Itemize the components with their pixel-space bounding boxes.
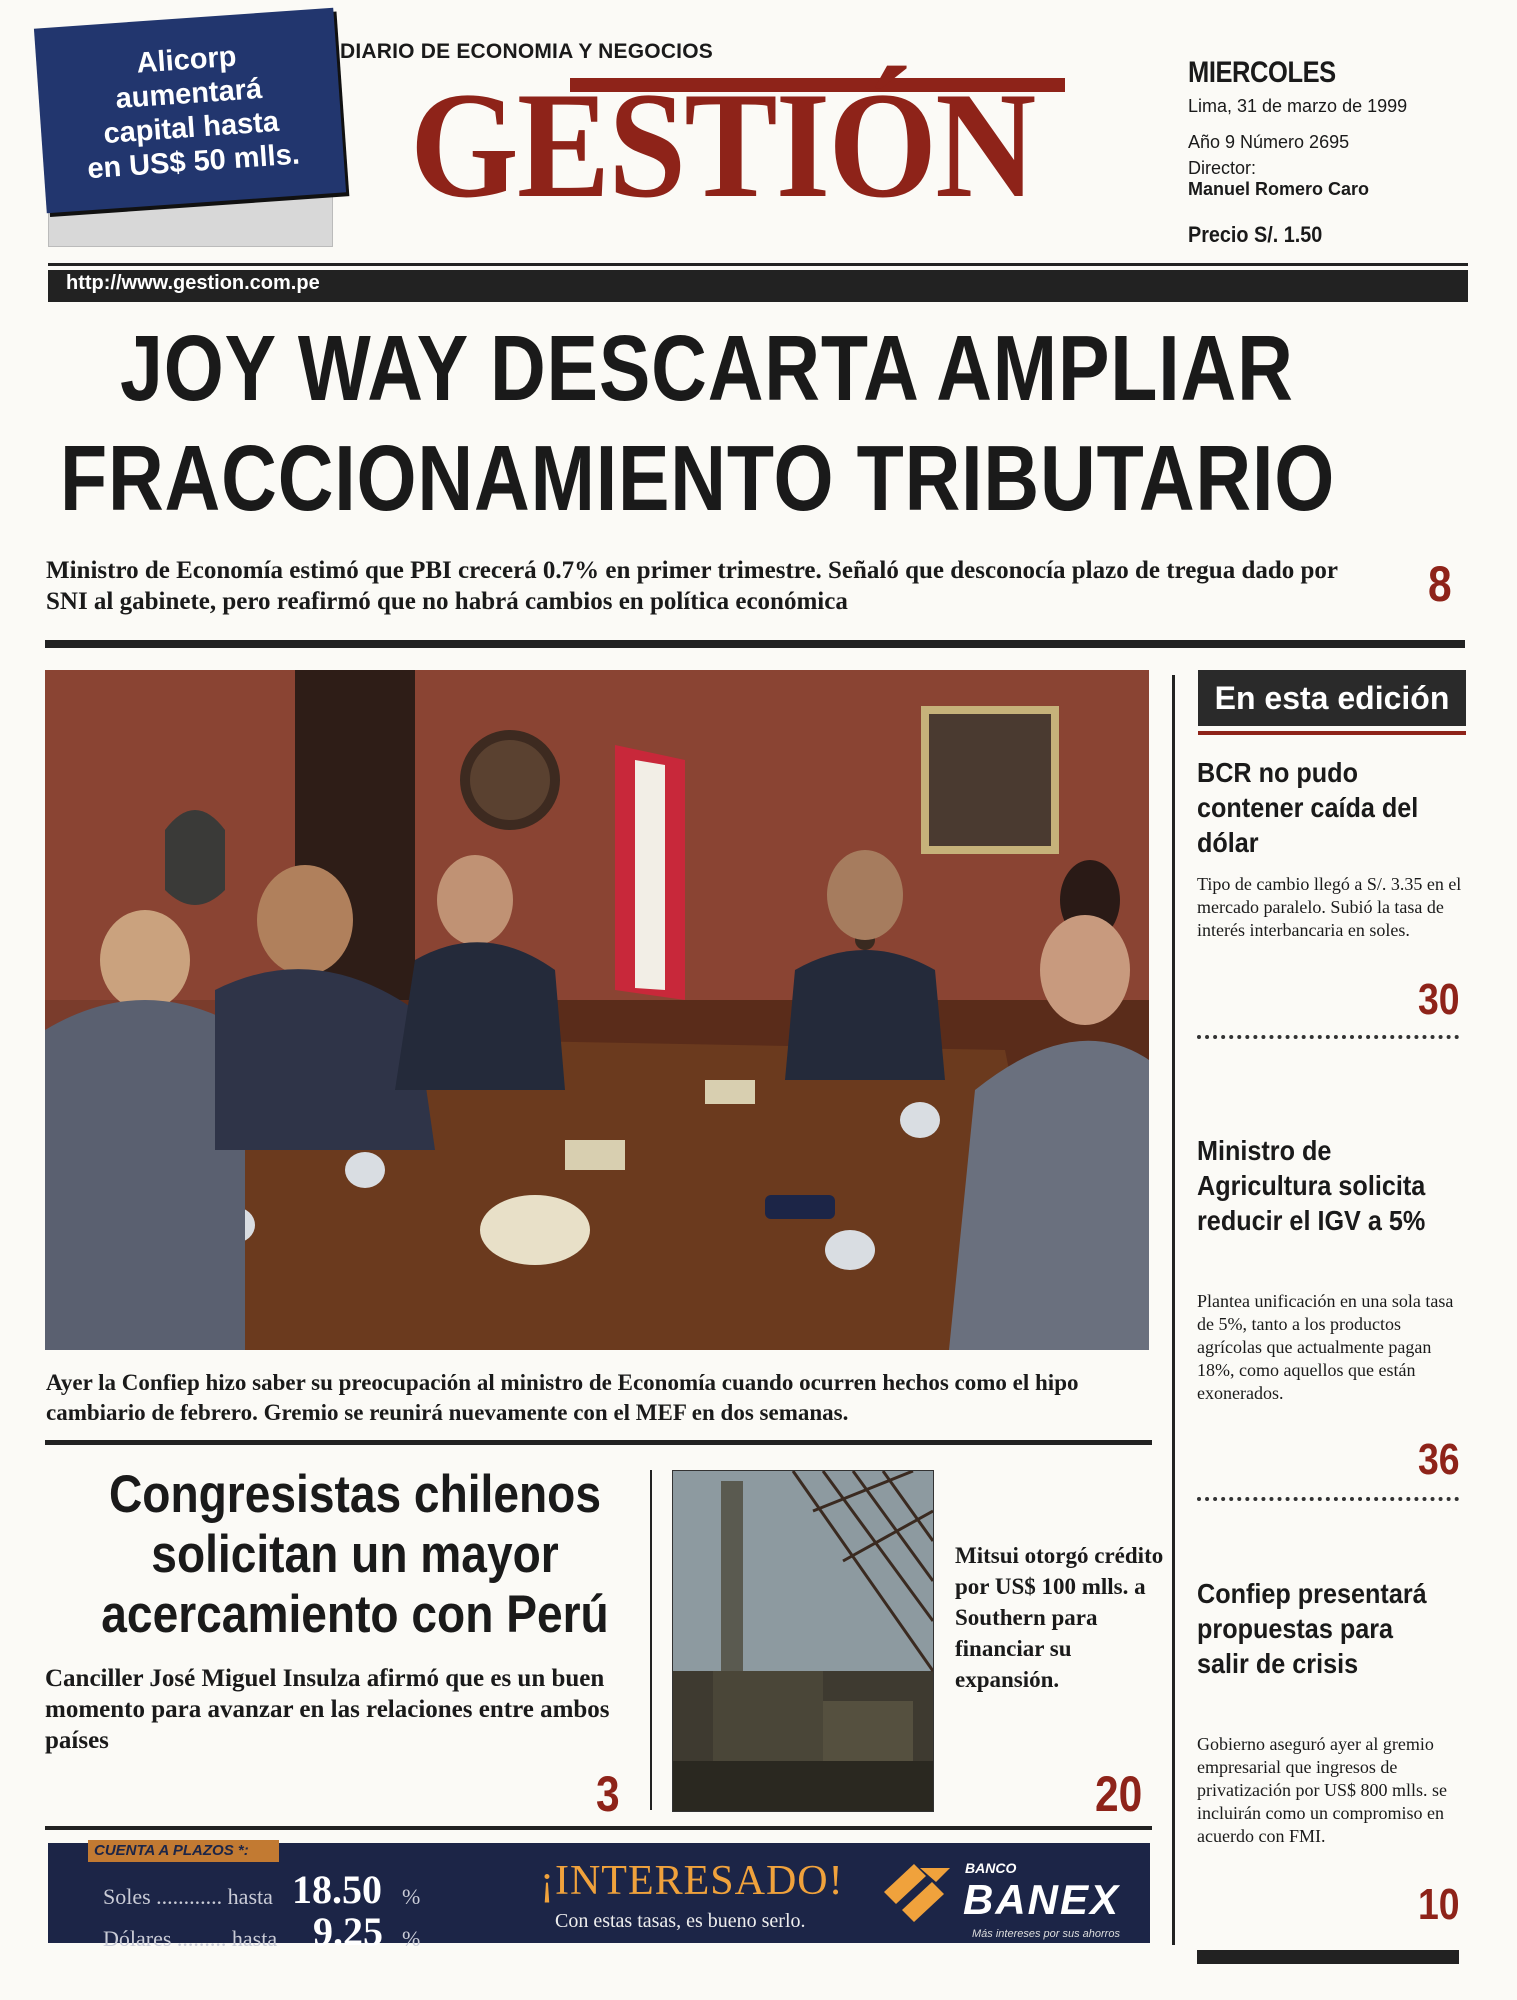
sidebar-dotted-divider [1197, 1035, 1459, 1039]
ad-top-rule [45, 1826, 1152, 1830]
ad-percent: % [402, 1926, 421, 1951]
issue-number: Año 9 Número 2695 [1188, 132, 1350, 152]
sidebar-item-page[interactable]: 36 [1418, 1435, 1460, 1484]
ad-bank-prefix: BANCO [965, 1860, 1017, 1876]
sidebar-dotted-divider [1197, 1497, 1459, 1501]
mitsui-page-number[interactable]: 20 [1095, 1766, 1143, 1822]
ad-tab: CUENTA A PLAZOS *: [88, 1840, 279, 1862]
url-bar-rule [48, 263, 1468, 266]
sidebar-label-underline [1198, 731, 1466, 735]
section-rule [45, 640, 1465, 648]
meeting-photo [45, 670, 1149, 1350]
chile-summary: Canciller José Miguel Insulza afirmó que es un buen momento para avanzar en las relaciones entre ambos países [45, 1665, 610, 1754]
meeting-photo-illustration [45, 670, 1149, 1350]
sidebar-item-body: Tipo de cambio llegó a S/. 3.35 en el mercado paralelo. Subió la tasa de interés interbancaria en soles. [1197, 874, 1462, 940]
masthead-tagline: DIARIO DE ECONOMIA Y NEGOCIOS [340, 40, 713, 63]
ad-bank-tagline: Más intereses por sus ahorros [972, 1928, 1120, 1940]
chile-page-number[interactable]: 3 [596, 1766, 620, 1822]
sidebar-item-body: Plantea unificación en una sola tasa de 5%, tanto a los productos agrícolas que actualmente pagan 18%, como aquellos que están exonerados. [1197, 1291, 1454, 1403]
lead-page-number[interactable]: 8 [1428, 556, 1452, 612]
masthead-title: GESTIÓN [410, 61, 1035, 229]
website-link[interactable]: http://www.gestion.com.pe [66, 272, 320, 294]
ad-soles-label: Soles ............ hasta [103, 1884, 273, 1909]
smelter-photo-illustration [673, 1471, 933, 1811]
sidebar-item-headline[interactable]: Ministro de Agricultura solicita reducir el IGV a 5% [1197, 1135, 1426, 1236]
ad-bank-name: BANEX [963, 1876, 1121, 1923]
lead-subhead: Ministro de Economía estimó que PBI crecerá 0.7% en primer trimestre. Señaló que desconocía plazo de tregua dado por SNI al gabinete, pero reafirmó que no habrá cambios en política económica [46, 557, 1338, 615]
issue-day: MIERCOLES [1188, 56, 1336, 89]
sidebar-item-page[interactable]: 10 [1418, 1880, 1460, 1929]
smelter-photo [672, 1470, 934, 1812]
sidebar-item-page[interactable]: 30 [1418, 975, 1460, 1024]
chile-headline[interactable]: Congresistas chilenos solicitan un mayor acercamiento con Perú [101, 1465, 609, 1644]
photo-caption: Ayer la Confiep hizo saber su preocupación al ministro de Economía cuando ocurren hechos como el hipo cambiario de febrero. Gremio se reunirá nuevamente con el MEF en dos semanas. [46, 1370, 1079, 1425]
column-divider [650, 1470, 652, 1810]
issue-date: Lima, 31 de marzo de 1999 [1188, 96, 1408, 116]
director-name: Manuel Romero Caro [1188, 179, 1370, 199]
lead-headline-line-2: FRACCIONAMIENTO TRIBUTARIO [60, 426, 1336, 530]
sidebar-label: En esta edición [1198, 670, 1466, 726]
mitsui-summary[interactable]: Mitsui otorgó crédito por US$ 100 mlls. a Southern para financiar su expansión. [955, 1543, 1164, 1692]
sidebar-divider [1172, 675, 1175, 1945]
ad-soles-rate: 18.50 [292, 1867, 382, 1912]
issue-price: Precio S/. 1.50 [1188, 222, 1323, 247]
banex-logo-icon [880, 1860, 956, 1924]
ad-headline: ¡INTERESADO! [540, 1858, 844, 1904]
ad-dolares-rate: 9.25 [313, 1909, 383, 1954]
director-label: Director: [1188, 158, 1257, 178]
promo-box[interactable] [34, 8, 346, 213]
ad-slogan: Con estas tasas, es bueno serlo. [555, 1910, 806, 1932]
lead-headline-line-1: JOY WAY DESCARTA AMPLIAR [120, 316, 1294, 420]
sidebar-item-body: Gobierno aseguró ayer al gremio empresarial que ingresos de privatización por US$ 800 mlls. se incluirán como un compromiso en acuerdo con FMI. [1197, 1734, 1447, 1846]
sidebar-item-headline[interactable]: Confiep presentará propuestas para salir de crisis [1197, 1578, 1427, 1679]
promo-text: Alicorp aumentará capital hasta en US$ 50 mlls. [86, 40, 301, 185]
caption-rule [45, 1440, 1152, 1445]
sidebar-item-headline[interactable]: BCR no pudo contener caída del dólar [1197, 757, 1419, 858]
sidebar-bottom-rule [1197, 1950, 1459, 1964]
ad-percent: % [402, 1884, 421, 1909]
ad-dolares-label: Dólares ......... hasta [103, 1926, 278, 1951]
